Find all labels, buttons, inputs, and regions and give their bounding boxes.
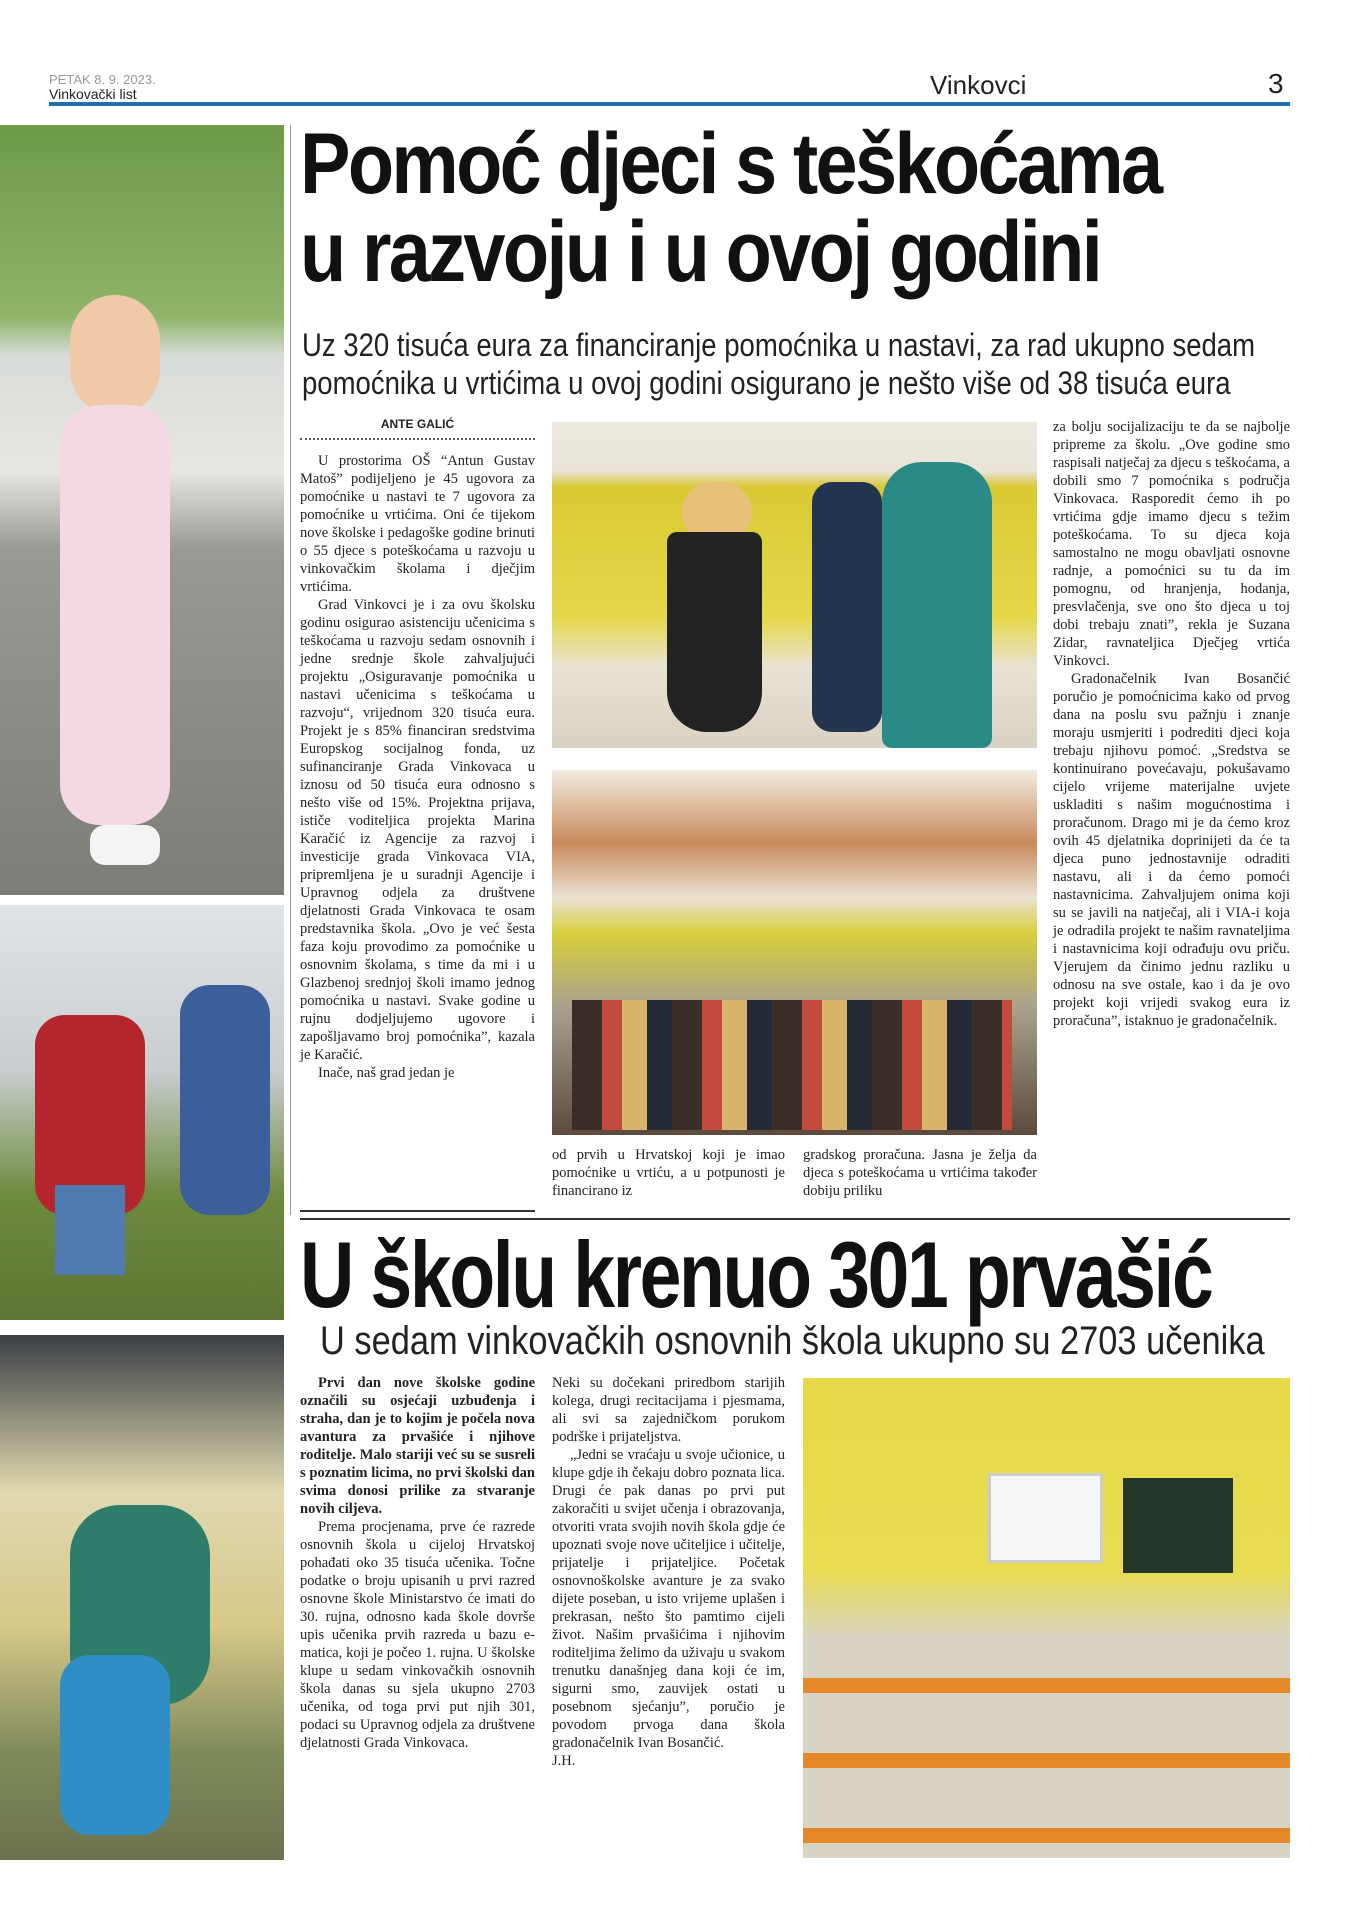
photo-toddler bbox=[0, 125, 284, 895]
article1-column-3 bbox=[803, 1146, 1037, 1200]
column-divider bbox=[290, 125, 291, 1215]
photo-kindergarten-children bbox=[0, 905, 284, 1320]
section-title: Vinkovci bbox=[930, 70, 1027, 100]
article1-column-2 bbox=[552, 1146, 785, 1200]
subheadline-line: pomoćnika u vrtićima u ovoj godini osigurano je nešto više od 38 tisuća eura bbox=[302, 365, 1231, 401]
photo-school-hall bbox=[552, 770, 1037, 1135]
byline: ANTE GALIĆ bbox=[380, 417, 455, 431]
byline-divider bbox=[300, 438, 535, 440]
subheadline-line: Uz 320 tisuća eura za financiranje pomoćnika u nastavi, za rad ukupno sedam bbox=[302, 327, 1256, 363]
article1-column-1 bbox=[300, 452, 535, 1082]
headline-first-graders: U školu krenuo 301 prvašić bbox=[300, 1222, 1212, 1327]
subheadline-first-graders: U sedam vinkovačkih osnovnih škola ukupno su 2703 učenika bbox=[320, 1319, 1265, 1363]
column-end-rule bbox=[300, 1210, 535, 1212]
newspaper-name: Vinkovački list bbox=[49, 86, 137, 102]
paragraph: Neki su dočekani priredbom starijih kolega, drugi recitacijama i pjesmama, ali svi sa zajedničkom porukom podrške i prijateljstva. bbox=[552, 1375, 785, 1445]
paragraph: „Jedni se vraćaju u svoje učionice, u klupe gdje ih čekaju dobro poznata lica. Drugi će pak danas po prvi put zakoračiti u svijet učenja i obrazovanja, otvoriti vrata svojih novih škola gdje će upoznati svoje nove učiteljice i učitelje, prijatelje i prijateljice. Početak osnovnoškolske avanture je za svako dijete poseban, u isto vrijeme uplašen i prekrasan, nešto što pamtimo cijeli život. Našim prvašićima i njihovim roditeljima želimo da uživaju u svakom trenutku današnjeg dana koji će im, sigurni smo, zauvijek ostati u posebnom sjećanju”, poručio je povodom prvoga dana škola gradonačelnik Ivan Bosančić. bbox=[552, 1447, 785, 1751]
lead-paragraph: Prvi dan nove školske godine označili su osjećaji uzbuđenja i straha, dan je to kojim je počela nova avantura za prvašiće i njihove roditelje. Malo stariji već su se susreli s poznatim licima, no prvi školski dan svima donosi prilike za stvaranje novih ciljeva. bbox=[300, 1375, 535, 1517]
paragraph: za bolju socijalizaciju te da se najbolje pripreme za školu. „Ove godine smo raspisali natječaj za djecu s teškoćama, a dobili smo 7 pomoćnika s područja Vinkovaca. Rasporedit ćemo ih po vrtićima gdje imamo djecu s težim poteškoćama. To su djeca koja samostalno ne mogu obavljati osnovne radnje, a pomoćnici su tu da im pomognu, od hranjenja, hodanja, presvlačenja, sve ono što djeca u toj dobi trebaju znati”, rekla je Suzana Zidar, ravnateljica Dječjeg vrtića Vinkovci. bbox=[1053, 419, 1290, 669]
article1-column-4 bbox=[1053, 418, 1290, 1030]
headline-assistants bbox=[300, 116, 1161, 300]
paragraph: od prvih u Hrvatskoj koji je imao pomoćnike u vrtiću, a u potpunosti je financirano iz bbox=[552, 1147, 785, 1199]
paragraph: Grad Vinkovci je i za ovu školsku godinu osigurao asistenciju učenicima s teškoćama u razvoju sedam osnovnih i jedne srednje škole zahvaljujući projektu „Osiguravanje pomoćnika u nastavi učenicima s teškoćama u razvoju“, vrijednom 320 tisuća eura. Projekt je s 85% financiran sredstvima Europskog socijalnog fonda, uz sufinanciranje Grada Vinkovaca u iznosu od 50 tisuća eura odnosno s nešto više od 15%. Projektna prijava, ističe voditeljica projekta Marina Karačić iz Agencije za razvoj i investicije grada Vinkovaca VIA, pripremljena je u suradnji Agencije i Upravnog odjela za društvene djelatnosti Grada Vinkovaca te osam predstavnika škola. „Ovo je već šesta faza koju provodimo za pomoćnike u osnovnim školama, s time da mi i u Glazbenoj srednjoj školi imamo jednog pomoćnika u nastavi. Svake godine u rujnu dodjeljujemo ugovore i zapošljavamo broj pomoćnika”, kazala je Karačić. bbox=[300, 597, 535, 1063]
article2-column-1 bbox=[300, 1374, 535, 1752]
photo-classroom bbox=[803, 1378, 1290, 1858]
photo-contract-ceremony bbox=[552, 422, 1037, 748]
page-number: 3 bbox=[1268, 68, 1284, 99]
photo-first-graders bbox=[0, 1335, 284, 1860]
headline-line: Pomoć djeci s teškoćama bbox=[300, 116, 1161, 212]
paragraph: U prostorima OŠ “Antun Gustav Matoš” podijeljeno je 45 ugovora za pomoćnike u nastavi te 7 ugovora za pomoćnike u vrtićima. Oni će tijekom nove školske i pedagoške godine brinuti o 55 djece s poteškoćama u razvoju u vinkovačkim školama i dječjim vrtićima. bbox=[300, 453, 535, 595]
author-initials: J.H. bbox=[552, 1753, 576, 1769]
paragraph: gradskog proračuna. Jasna je želja da djeca s poteškoćama u vrtićima također dobiju priliku bbox=[803, 1147, 1037, 1199]
issue-date: PETAK 8. 9. 2023. bbox=[49, 72, 156, 87]
paragraph: Gradonačelnik Ivan Bosančić poručio je pomoćnicima kako od prvog dana na poslu svu pažnju i znanje moraju usmjeriti i podrediti djeci koja trebaju njihovu pomoć. „Sredstva se kontinuirano povećavaju, pokušavamo cijelo vrijeme materijalne uvjete uskladiti s našim mogućnostima i proračunom. Drago mi je da ćemo kroz ovih 45 djelatnika doprinijeti da će ta djeca puno jednostavnije odraditi nastavu, ali i da ćemo pomoći nastavnicima. Zahvaljujem onima koji su se javili na natječaj, ali i VIA-i koja je odradila projekt te našim ravnateljima i nastavnicima koji odrađuju ovu priču. Vjerujem da činimo jednu razliku u odnosu na sve ostale, kao i da je ovo projekt koji vrijedi svakog eura iz proračuna”, istaknuo je gradonačelnik. bbox=[1053, 671, 1290, 1029]
article-divider bbox=[300, 1218, 1290, 1220]
headline-line: u razvoju i u ovoj godini bbox=[300, 204, 1101, 300]
paragraph: Prema procjenama, prve će razrede osnovnih škola u cijeloj Hrvatskoj pohađati oko 35 tisuća učenika. Točne podatke o broju upisanih u prvi razred osnovne škole Ministarstvo će imati do 30. rujna, odnosno kada škole dovrše upis učenika prvih razreda u bazu e-matica, koji je počeo 1. rujna. U školske klupe u sedam vinkovačkih osnovnih škola danas su sjela ukupno 2703 učenika, od toga prvi put njih 301, podaci su Upravnog odjela za društvene djelatnosti Grada Vinkovaca. bbox=[300, 1519, 535, 1751]
subheadline-assistants bbox=[302, 326, 1255, 402]
paragraph: Inače, naš grad jedan je bbox=[318, 1065, 455, 1081]
article2-column-2 bbox=[552, 1374, 785, 1770]
header-rule bbox=[49, 102, 1290, 106]
